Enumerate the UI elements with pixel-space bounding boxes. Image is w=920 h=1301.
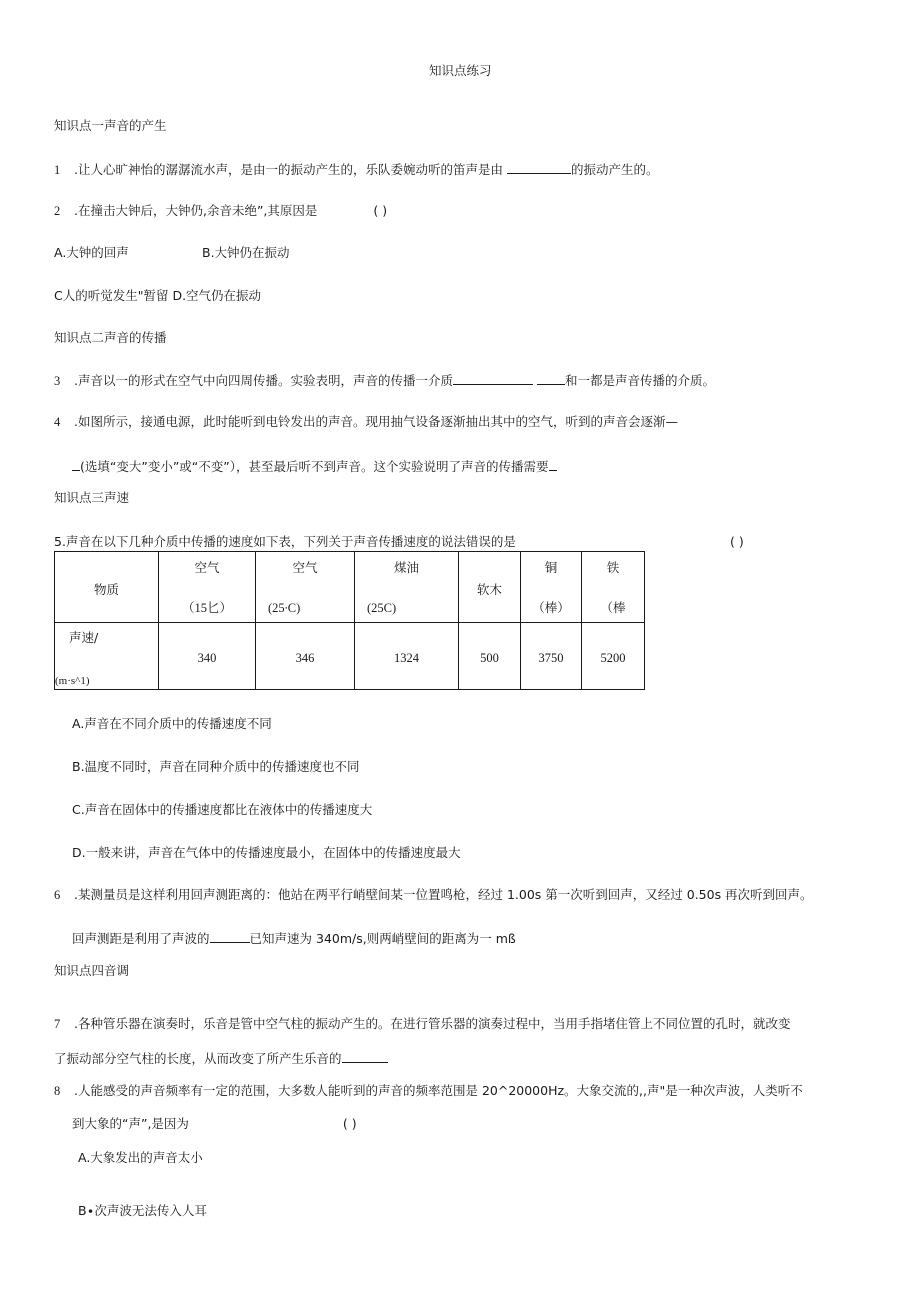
question-6-line-2 xyxy=(72,930,516,947)
question-3-text-a: .声音以一的形式在空气中向四周传播。实验表明，声音的传播一介质 xyxy=(74,373,453,388)
question-4-text-2: (选填“变大”变小”或“不变”），甚至最后听不到声音。这个实验说明了声音的传播需要 xyxy=(80,459,549,474)
speed-value: 346 xyxy=(295,651,315,665)
table-header-cell xyxy=(55,552,159,623)
question-8-text-2: 到大象的“声”,是因为 xyxy=(72,1116,189,1131)
medium-condition: (25C) xyxy=(367,601,397,615)
question-4-line-2 xyxy=(72,458,557,475)
option-b: B.温度不同时，声音在同种介质中的传播速度也不同 xyxy=(72,759,360,774)
table-header-cell xyxy=(355,552,459,623)
question-number: 4 xyxy=(54,415,61,429)
medium-condition: （棒） xyxy=(532,600,570,615)
answer-blank[interactable] xyxy=(342,1050,388,1063)
medium-name: 软木 xyxy=(476,582,502,597)
answer-blank[interactable] xyxy=(453,372,533,385)
question-number: 6 xyxy=(54,888,61,902)
table-header-cell xyxy=(459,552,521,623)
answer-blank[interactable] xyxy=(549,458,557,471)
medium-condition: （棒 xyxy=(600,600,626,615)
table-cell xyxy=(459,623,521,690)
question-4-text-1: .如图所示，接通电源，此时能听到电铃发出的声音。现用抽气设备逐渐抽出其中的空气，听到的声音会逐渐— xyxy=(74,414,678,429)
table-header-cell xyxy=(582,552,645,623)
row-label: 声速/ xyxy=(69,630,99,645)
question-8-line-1 xyxy=(54,1083,803,1099)
option-c-d: C人的听觉发生"暂留 D.空气仍在振动 xyxy=(54,288,262,303)
question-1-text-a: .让人心旷神怡的潺潺流水声，是由一的振动产生的，乐队委婉动听的笛声是由 xyxy=(74,162,503,177)
answer-blank[interactable] xyxy=(210,930,250,943)
answer-blank[interactable] xyxy=(537,372,565,385)
option-c: C.声音在固体中的传播速度都比在液体中的传播速度大 xyxy=(72,802,373,817)
section-heading-1: 知识点一声音的产生 xyxy=(54,118,167,133)
table-cell xyxy=(256,623,355,690)
question-8-line-2 xyxy=(72,1116,357,1132)
option-a: A.大象发出的声音太小 xyxy=(78,1150,203,1165)
answer-blank[interactable] xyxy=(72,458,80,471)
question-8-text-1: .人能感受的声音频率有一定的范围，大多数人能听到的声音的频率范围是 20^20000Hz。大象交流的,,声"是一种次声波，人类听不 xyxy=(74,1083,803,1098)
question-7-text-2: 了振动部分空气柱的长度，从而改变了所产生乐音的 xyxy=(54,1051,342,1066)
medium-name: 煤油 xyxy=(393,560,419,575)
question-6-text-2a: 回声测距是利用了声波的 xyxy=(72,931,210,946)
table-cell xyxy=(159,623,256,690)
question-7-line-1 xyxy=(54,1016,790,1032)
question-number: 2 xyxy=(54,204,61,218)
medium-name: 空气 xyxy=(292,560,318,575)
table-cell xyxy=(582,623,645,690)
medium-name: 铜 xyxy=(544,560,558,575)
speed-value: 5200 xyxy=(600,651,626,665)
answer-paren: ( ) xyxy=(373,203,388,218)
table-cell xyxy=(521,623,582,690)
option-b: B.大钟仍在振动 xyxy=(202,245,290,260)
answer-paren: ( ) xyxy=(730,534,744,549)
option-b: B∙次声波无法传入人耳 xyxy=(78,1203,207,1218)
option-a: A.大钟的回声 xyxy=(54,245,129,260)
speed-value: 1324 xyxy=(394,651,419,665)
sound-speed-table xyxy=(54,551,645,690)
header-label: 物质 xyxy=(93,582,119,597)
option-a: A.声音在不同介质中的传播速度不同 xyxy=(72,716,272,731)
question-number: 1 xyxy=(54,163,61,177)
section-heading-4: 知识点四音调 xyxy=(54,963,130,978)
option-d: D.一般来讲，声音在气体中的传播速度最小，在固体中的传播速度最大 xyxy=(72,845,461,860)
question-4-line-1 xyxy=(54,414,678,430)
medium-name: 铁 xyxy=(606,560,620,575)
section-heading-2: 知识点二声音的传播 xyxy=(54,330,167,345)
speed-value: 340 xyxy=(197,651,217,665)
question-3-text-b: 和一都是声音传播的介质。 xyxy=(564,373,715,388)
page-title: 知识点练习 xyxy=(429,63,492,78)
speed-value: 3750 xyxy=(538,651,564,665)
table-cell xyxy=(355,623,459,690)
answer-blank[interactable] xyxy=(507,161,571,174)
table-header-cell xyxy=(159,552,256,623)
question-2-text: .在撞击大钟后，大钟仍,余音未绝”,其原因是 xyxy=(74,203,318,218)
question-7-text-1: .各种管乐器在演奏时，乐音是管中空气柱的振动产生的。在进行管乐器的演奏过程中，当用手指堵住管上不同位置的孔时，就改变 xyxy=(74,1016,791,1031)
speed-value: 500 xyxy=(480,651,499,665)
table-row xyxy=(55,623,645,690)
answer-paren: ( ) xyxy=(342,1116,357,1131)
table-header-cell xyxy=(521,552,582,623)
table-row-label-cell xyxy=(55,623,159,690)
question-5-stem: 5.声音在以下几种介质中传播的速度如下表，下列关于声音传播速度的说法错误的是 xyxy=(54,534,516,549)
question-6-line-1 xyxy=(54,887,813,903)
table-header-row xyxy=(55,552,645,623)
question-number: 3 xyxy=(54,374,61,388)
section-heading-3: 知识点三声速 xyxy=(54,490,130,505)
medium-condition: （15匕） xyxy=(181,601,232,615)
question-3 xyxy=(54,372,715,389)
question-number: 8 xyxy=(54,1084,61,1098)
medium-condition: (25∙C) xyxy=(268,601,301,615)
question-6-text-2b: 已知声速为 340m∕s,则两峭壁间的距离为一 mß xyxy=(249,931,516,946)
question-6-text-1: .某测量员是这样利用回声测距离的：他站在两平行峭壁间某一位置鸣枪，经过 1.00s 第一次听到回声，又经过 0.50s 再次听到回声。 xyxy=(74,887,813,902)
question-2 xyxy=(54,203,387,219)
question-1-text-b: 的振动产生的。 xyxy=(570,162,659,177)
medium-name: 空气 xyxy=(194,560,220,575)
question-number: 7 xyxy=(54,1017,61,1031)
question-7-line-2 xyxy=(54,1050,388,1067)
question-1 xyxy=(54,161,658,178)
row-unit: (m·s^1) xyxy=(55,675,90,687)
table-header-cell xyxy=(256,552,355,623)
